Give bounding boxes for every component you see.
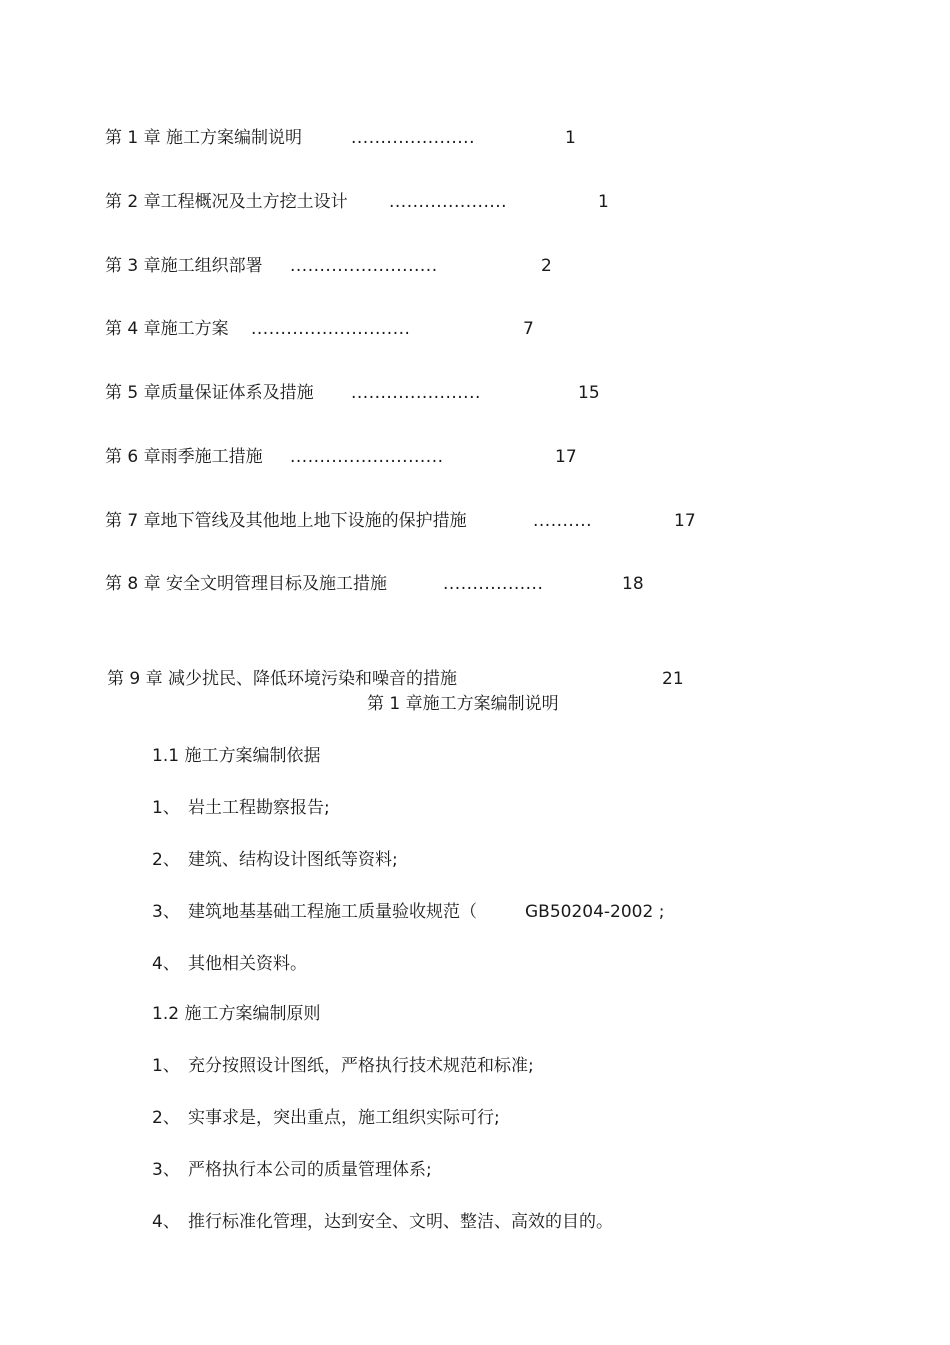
list-item-text: 充分按照设计图纸，严格执行技术规范和标准; <box>188 1056 534 1076</box>
list-item-text: 建筑地基基础工程施工质量验收规范（ <box>188 902 477 922</box>
toc-leader: ................. <box>443 574 544 594</box>
toc-label: 第 3 章施工组织部署 <box>105 256 263 276</box>
list-item-text: 岩土工程勘察报告; <box>188 798 330 818</box>
list-item-number: 2、 <box>152 850 180 870</box>
toc-label: 第 7 章地下管线及其他地上地下设施的保护措施 <box>105 511 467 531</box>
list-item-number: 1、 <box>152 798 180 818</box>
list-item-text: 实事求是，突出重点，施工组织实际可行; <box>188 1108 500 1128</box>
toc-leader: ..................... <box>351 128 475 148</box>
toc-page-number: 18 <box>622 574 644 594</box>
toc-label: 第 9 章 减少扰民、降低环境污染和噪音的措施 <box>107 669 458 689</box>
list-item-number: 2、 <box>152 1108 180 1128</box>
list-item-number: 3、 <box>152 902 180 922</box>
section-heading: 1.2 施工方案编制原则 <box>152 1004 321 1024</box>
list-item-number: 1、 <box>152 1056 180 1076</box>
list-item-text: 推行标准化管理，达到安全、文明、整洁、高效的目的。 <box>188 1212 613 1232</box>
toc-page-number: 2 <box>541 256 552 276</box>
toc-label: 第 8 章 安全文明管理目标及施工措施 <box>105 574 388 594</box>
list-item-number: 4、 <box>152 1212 180 1232</box>
toc-page-number: 1 <box>598 192 609 212</box>
list-item-text: 其他相关资料。 <box>188 954 307 974</box>
toc-page-number: 15 <box>578 383 600 403</box>
toc-label: 第 5 章质量保证体系及措施 <box>105 383 314 403</box>
toc-leader: .......................... <box>290 447 444 467</box>
toc-label: 第 2 章工程概况及土方挖土设计 <box>105 192 348 212</box>
list-item-number: 3、 <box>152 1160 180 1180</box>
toc-page-number: 21 <box>662 669 684 689</box>
toc-label: 第 4 章施工方案 <box>105 319 229 339</box>
toc-leader: ...................... <box>351 383 481 403</box>
toc-leader: .................... <box>389 192 508 212</box>
list-item-number: 4、 <box>152 954 180 974</box>
chapter-title: 第 1 章施工方案编制说明 <box>367 694 559 714</box>
toc-label: 第 6 章雨季施工措施 <box>105 447 263 467</box>
toc-page-number: 1 <box>565 128 576 148</box>
section-heading: 1.1 施工方案编制依据 <box>152 746 321 766</box>
toc-page-number: 17 <box>674 511 696 531</box>
toc-leader: ........................... <box>251 319 411 339</box>
list-item-text: 建筑、结构设计图纸等资料; <box>188 850 398 870</box>
list-item-text: 严格执行本公司的质量管理体系; <box>188 1160 432 1180</box>
toc-page-number: 17 <box>555 447 577 467</box>
standard-code: GB50204-2002 ; <box>525 902 665 922</box>
toc-label: 第 1 章 施工方案编制说明 <box>105 128 303 148</box>
toc-leader: ......................... <box>290 256 438 276</box>
toc-page-number: 7 <box>523 319 534 339</box>
toc-leader: .......... <box>533 511 593 531</box>
